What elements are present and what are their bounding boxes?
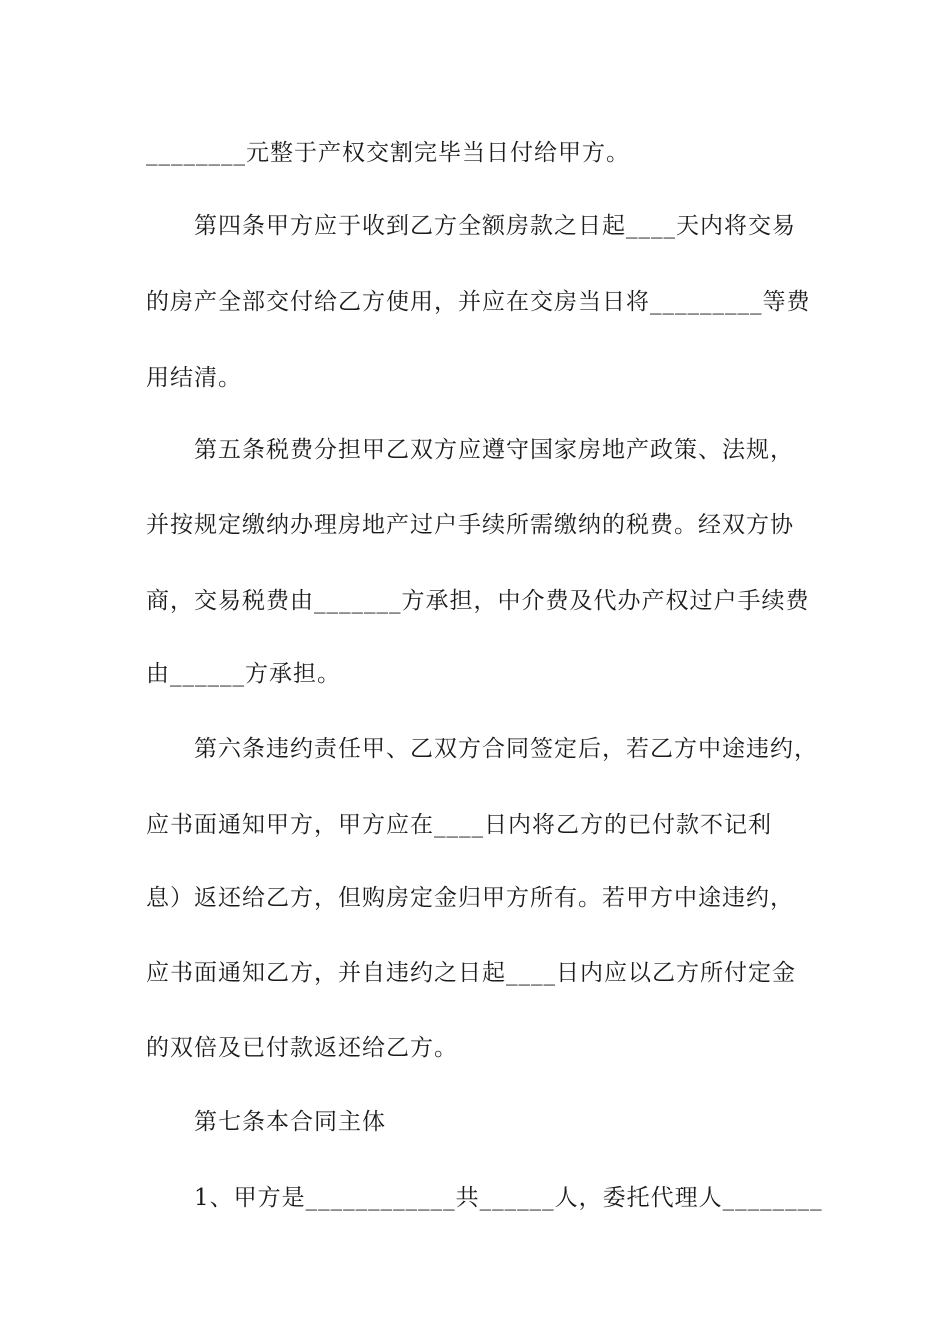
text-line: 息）返还给乙方，但购房定金归甲方所有。若甲方中途违约， [146, 885, 794, 911]
text-line: 并按规定缴纳办理房地产过户手续所需缴纳的税费。经双方协 [146, 512, 794, 538]
text-line: 的房产全部交付给乙方使用，并应在交房当日将_________等费 [146, 289, 811, 315]
text-line: 应书面通知乙方，并自违约之日起____日内应以乙方所付定金 [146, 960, 796, 986]
section-heading: 第七条本合同主体 [194, 1109, 386, 1135]
text-line: 商，交易税费由_______方承担，中介费及代办产权过户手续费 [146, 588, 810, 614]
text-line: 应书面通知甲方，甲方应在____日内将乙方的已付款不记利 [146, 812, 772, 838]
text-line: ________元整于产权交割完毕当日付给甲方。 [146, 140, 630, 166]
text-line: 的双倍及已付款返还给乙方。 [146, 1035, 458, 1061]
text-line: 第四条甲方应于收到乙方全额房款之日起____天内将交易 [194, 213, 796, 239]
text-line: 第六条违约责任甲、乙双方合同签定后，若乙方中途违约， [194, 736, 818, 762]
text-line: 由______方承担。 [146, 661, 341, 687]
text-line: 用结清。 [146, 365, 242, 391]
text-line: 第五条税费分担甲乙双方应遵守国家房地产政策、法规， [194, 437, 794, 463]
text-line: 1、甲方是____________共______人，委托代理人________ [194, 1185, 823, 1211]
